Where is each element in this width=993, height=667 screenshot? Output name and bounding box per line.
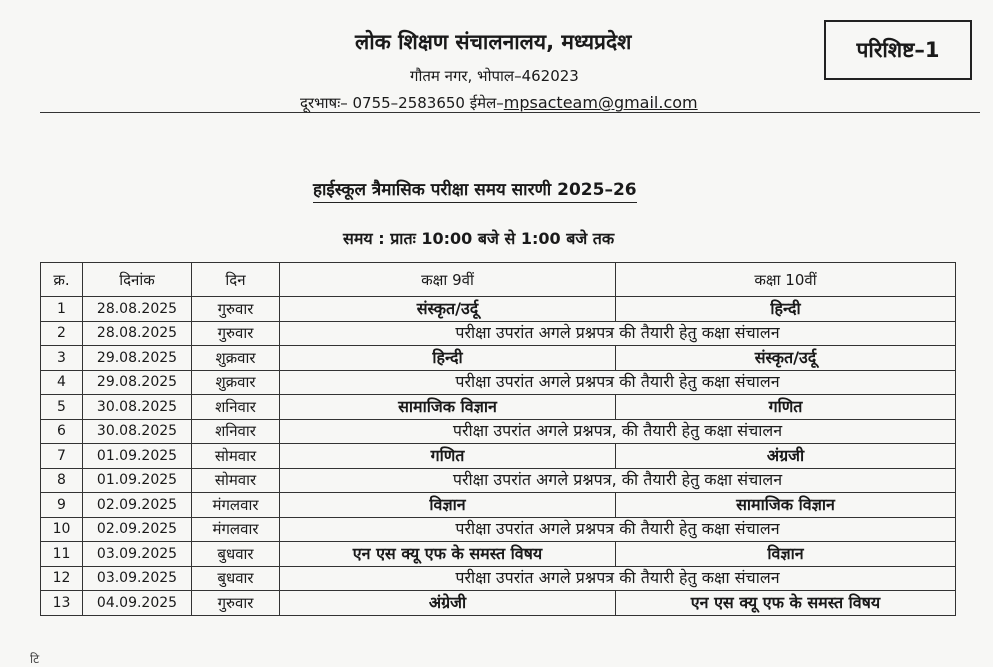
cell-merged-note: परीक्षा उपरांत अगले प्रश्नपत्र की तैयारी हेतु कक्षा संचालन xyxy=(280,370,956,395)
org-name: लोक शिक्षण संचालनालय, मध्यप्रदेश xyxy=(355,30,632,54)
table-row xyxy=(41,395,956,420)
cell-date: 04.09.2025 xyxy=(83,591,192,616)
cell-sno: 9 xyxy=(41,493,83,518)
cell-class9: गणित xyxy=(280,444,616,469)
table-row xyxy=(41,542,956,567)
cell-day: बुधवार xyxy=(192,542,280,567)
cell-date: 28.08.2025 xyxy=(83,321,192,346)
cell-date: 29.08.2025 xyxy=(83,346,192,371)
cell-sno: 4 xyxy=(41,370,83,395)
cell-day: शुक्रवार xyxy=(192,370,280,395)
header-divider xyxy=(40,112,980,113)
cell-date: 30.08.2025 xyxy=(83,419,192,444)
table-row xyxy=(41,370,956,395)
cell-class9: एन एस क्यू एफ के समस्त विषय xyxy=(280,542,616,567)
cell-merged-note: परीक्षा उपरांत अगले प्रश्नपत्र की तैयारी हेतु कक्षा संचालन xyxy=(280,321,956,346)
table-row xyxy=(41,321,956,346)
table-row xyxy=(41,493,956,518)
cell-day: मंगलवार xyxy=(192,493,280,518)
cell-merged-note: परीक्षा उपरांत अगले प्रश्नपत्र की तैयारी हेतु कक्षा संचालन xyxy=(280,566,956,591)
cell-sno: 11 xyxy=(41,542,83,567)
contact-email[interactable]: mpsacteam@gmail.com xyxy=(503,93,698,112)
cell-class9: सामाजिक विज्ञान xyxy=(280,395,616,420)
cell-class10: विज्ञान xyxy=(616,542,956,567)
appendix-badge: परिशिष्ट–1 xyxy=(824,20,972,80)
header-class10: कक्षा 10वीं xyxy=(616,263,956,297)
table-row xyxy=(41,468,956,493)
cell-day: गुरुवार xyxy=(192,297,280,322)
org-address: गौतम नगर, भोपाल–462023 xyxy=(410,67,579,85)
exam-title: हाईस्कूल त्रैमासिक परीक्षा समय सारणी 2025–26 xyxy=(313,177,637,203)
table-header-row xyxy=(41,263,956,297)
cell-day: मंगलवार xyxy=(192,517,280,542)
header-date: दिनांक xyxy=(83,263,192,297)
cell-day: सोमवार xyxy=(192,468,280,493)
cell-class10: संस्कृत/उर्दू xyxy=(616,346,956,371)
table-row xyxy=(41,419,956,444)
cell-date: 01.09.2025 xyxy=(83,444,192,469)
cell-sno: 2 xyxy=(41,321,83,346)
cell-class10: हिन्दी xyxy=(616,297,956,322)
header-day: दिन xyxy=(192,263,280,297)
table-row xyxy=(41,444,956,469)
cell-sno: 6 xyxy=(41,419,83,444)
table-row xyxy=(41,591,956,616)
cell-day: गुरुवार xyxy=(192,591,280,616)
table-row xyxy=(41,346,956,371)
cell-sno: 13 xyxy=(41,591,83,616)
cell-class9: अंग्रेजी xyxy=(280,591,616,616)
cell-date: 01.09.2025 xyxy=(83,468,192,493)
cell-date: 29.08.2025 xyxy=(83,370,192,395)
cell-sno: 7 xyxy=(41,444,83,469)
cell-class10: गणित xyxy=(616,395,956,420)
cell-merged-note: परीक्षा उपरांत अगले प्रश्नपत्र, की तैयारी हेतु कक्षा संचालन xyxy=(280,419,956,444)
cell-class10: एन एस क्यू एफ के समस्त विषय xyxy=(616,591,956,616)
exam-time: समय : प्रातः 10:00 बजे से 1:00 बजे तक xyxy=(343,229,615,248)
header-class9: कक्षा 9वीं xyxy=(280,263,616,297)
cell-class9: संस्कृत/उर्दू xyxy=(280,297,616,322)
cell-date: 02.09.2025 xyxy=(83,517,192,542)
header-sno: क्र. xyxy=(41,263,83,297)
cell-class10: सामाजिक विज्ञान xyxy=(616,493,956,518)
table-row xyxy=(41,297,956,322)
exam-schedule-table xyxy=(40,262,956,616)
table-row xyxy=(41,566,956,591)
cell-sno: 10 xyxy=(41,517,83,542)
cell-sno: 3 xyxy=(41,346,83,371)
cell-sno: 8 xyxy=(41,468,83,493)
org-contact xyxy=(300,93,698,113)
contact-phone: दूरभाषः– 0755–2583650 ईमेल– xyxy=(300,94,504,112)
cell-date: 02.09.2025 xyxy=(83,493,192,518)
table-body xyxy=(41,297,956,616)
cell-day: शनिवार xyxy=(192,395,280,420)
cell-day: शनिवार xyxy=(192,419,280,444)
cell-date: 03.09.2025 xyxy=(83,566,192,591)
cell-sno: 5 xyxy=(41,395,83,420)
cell-class9: हिन्दी xyxy=(280,346,616,371)
cell-class10: अंग्रजी xyxy=(616,444,956,469)
cell-day: गुरुवार xyxy=(192,321,280,346)
cell-day: सोमवार xyxy=(192,444,280,469)
cell-date: 28.08.2025 xyxy=(83,297,192,322)
cell-date: 03.09.2025 xyxy=(83,542,192,567)
cell-sno: 1 xyxy=(41,297,83,322)
cell-merged-note: परीक्षा उपरांत अगले प्रश्नपत्र, की तैयारी हेतु कक्षा संचालन xyxy=(280,468,956,493)
cell-sno: 12 xyxy=(41,566,83,591)
footer-mark: टि xyxy=(30,652,40,666)
cell-day: बुधवार xyxy=(192,566,280,591)
table-row xyxy=(41,517,956,542)
document-header xyxy=(0,0,993,120)
cell-day: शुक्रवार xyxy=(192,346,280,371)
cell-merged-note: परीक्षा उपरांत अगले प्रश्नपत्र की तैयारी हेतु कक्षा संचालन xyxy=(280,517,956,542)
cell-date: 30.08.2025 xyxy=(83,395,192,420)
cell-class9: विज्ञान xyxy=(280,493,616,518)
